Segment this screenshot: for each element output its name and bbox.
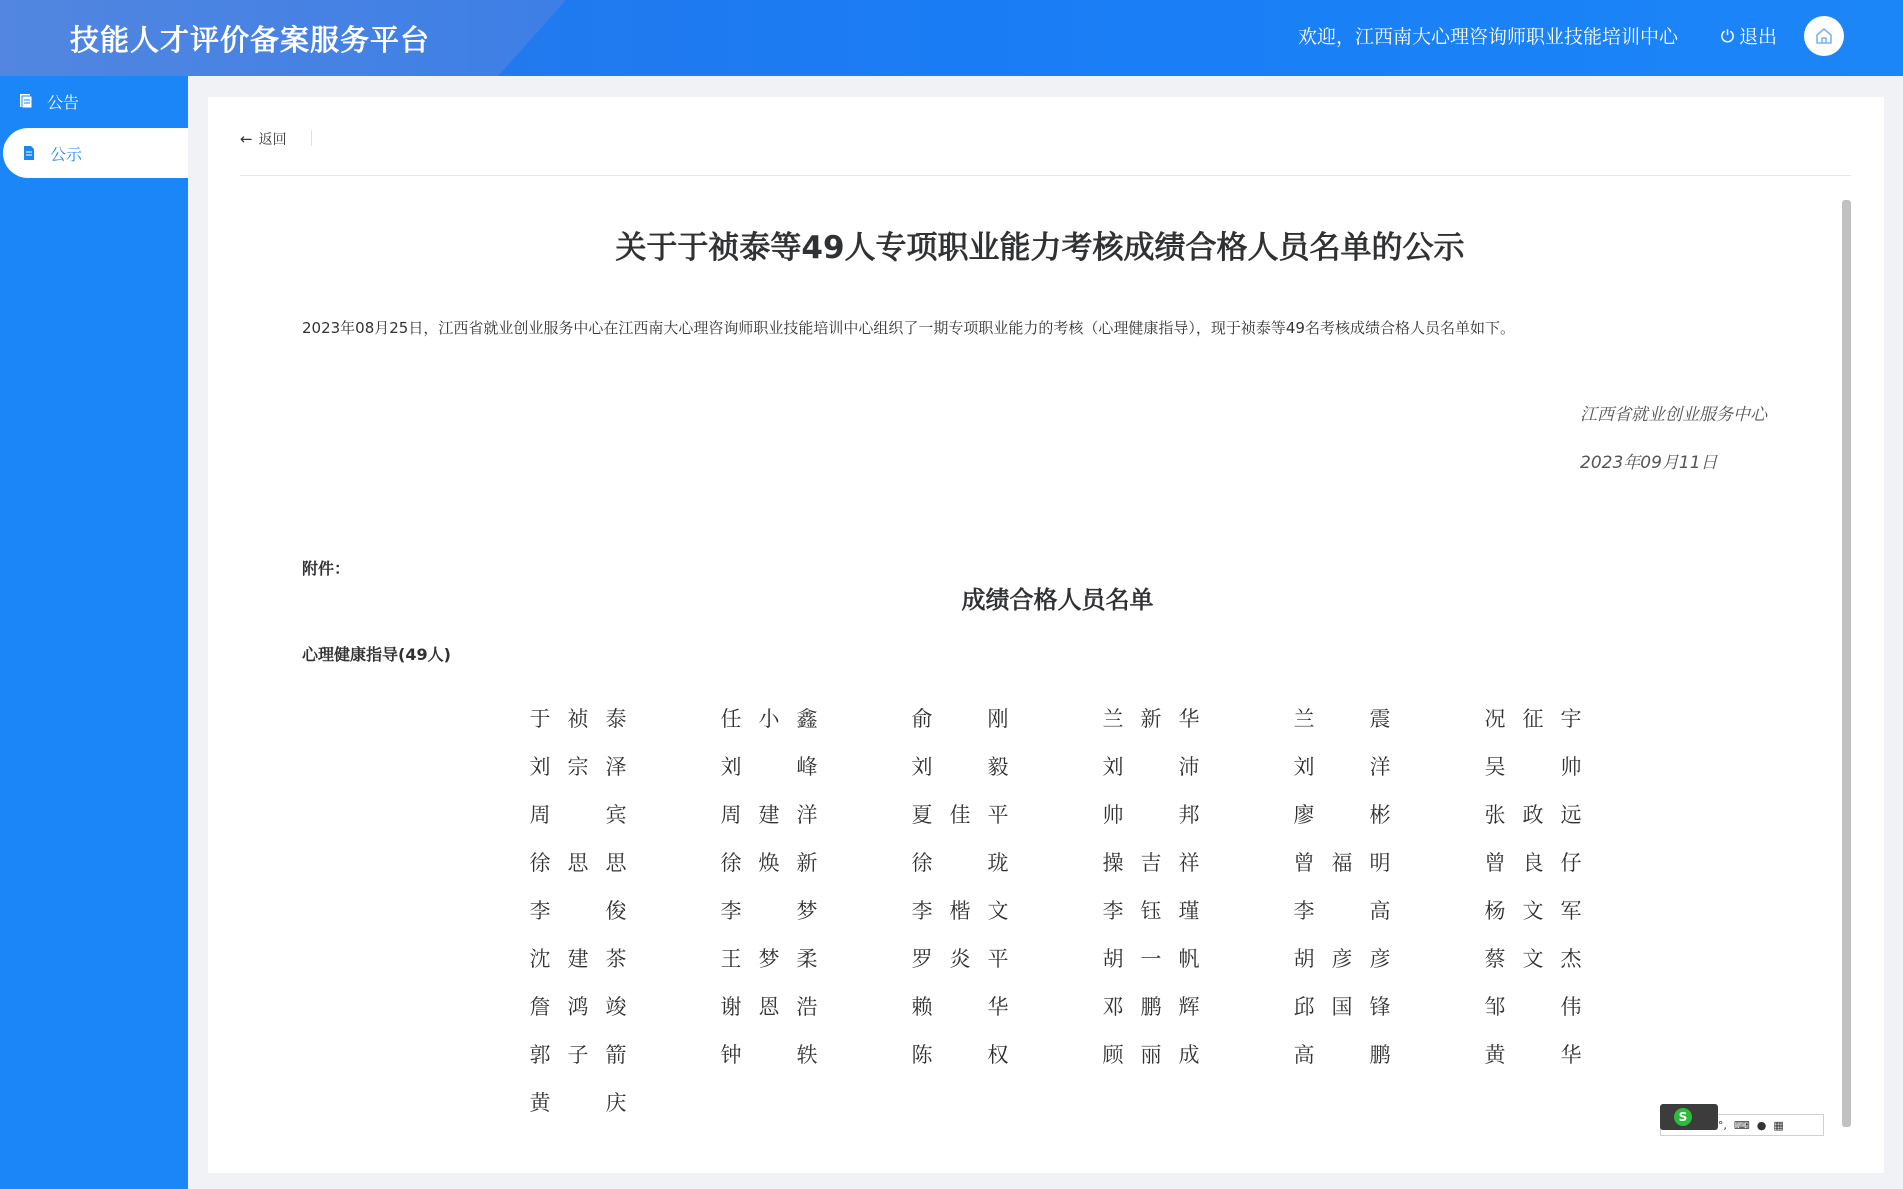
logout-button[interactable] — [1720, 22, 1777, 49]
sidebar-item-announcements[interactable] — [0, 76, 188, 126]
person-name: 俞 刚 — [911, 707, 1009, 731]
person-name: 张 政 远 — [1484, 803, 1582, 827]
ime-logo-s: S — [1674, 1108, 1692, 1126]
person-name: 况 征 宇 — [1484, 707, 1582, 731]
person-name: 徐 珑 — [911, 851, 1009, 875]
sidebar-item-label: 公示 — [50, 144, 83, 164]
person-name: 王 梦 柔 — [720, 947, 818, 971]
person-name: 邹 伟 — [1484, 995, 1582, 1019]
person-name: 徐 思 思 — [529, 851, 627, 875]
qualified-names-list — [528, 700, 1598, 1132]
person-name: 周 建 洋 — [720, 803, 818, 827]
grid-icon[interactable]: ▦ — [1773, 1118, 1784, 1132]
person-name: 于 祯 泰 — [529, 707, 627, 731]
person-name: 周 宾 — [529, 803, 627, 827]
person-name: 赖 华 — [911, 995, 1009, 1019]
sidebar — [0, 76, 188, 1189]
arrow-left-icon: ← — [240, 130, 253, 148]
person-name: 廖 彬 — [1293, 803, 1391, 827]
person-name: 蔡 文 杰 — [1484, 947, 1582, 971]
person-name: 詹 鸿 竣 — [529, 995, 627, 1019]
person-name: 夏 佳 平 — [911, 803, 1009, 827]
sidebar-item-publicity[interactable] — [3, 128, 188, 178]
issue-date: 2023年09月11日 — [1580, 453, 1718, 473]
person-name: 顾 丽 成 — [1102, 1043, 1200, 1067]
person-name: 李 高 — [1293, 899, 1391, 923]
welcome-text: 欢迎，江西南大心理咨询师职业技能培训中心 — [1298, 26, 1679, 48]
person-name: 帅 邦 — [1102, 803, 1200, 827]
document-stack-icon — [18, 93, 34, 109]
person-name: 刘 毅 — [911, 755, 1009, 779]
power-icon — [1720, 28, 1735, 43]
person-name: 黄 华 — [1484, 1043, 1582, 1067]
header-divider — [240, 175, 1851, 176]
ime-logo[interactable] — [1660, 1104, 1718, 1130]
person-name: 胡 彦 彦 — [1293, 947, 1391, 971]
person-name: 郭 子 箭 — [529, 1043, 627, 1067]
person-name: 兰 震 — [1293, 707, 1391, 731]
person-name: 兰 新 华 — [1102, 707, 1200, 731]
person-name: 陈 权 — [911, 1043, 1009, 1067]
person-name: 李 俊 — [529, 899, 627, 923]
notice-body: 2023年08月25日，江西省就业创业服务中心在江西南大心理咨询师职业技能培训中心组织了一期专项职业能力的考核（心理健康指导），现于祯泰等49名考核成绩合格人员名单如下。 — [302, 319, 1515, 337]
sidebar-item-label: 公告 — [47, 92, 80, 112]
person-name: 邓 鹏 辉 — [1102, 995, 1200, 1019]
person-name: 李 钰 瑾 — [1102, 899, 1200, 923]
person-name: 李 梦 — [720, 899, 818, 923]
platform-title: 技能人才评价备案服务平台 — [70, 23, 431, 57]
person-name: 曾 良 仔 — [1484, 851, 1582, 875]
attachment-label: 附件： — [302, 559, 351, 578]
person-name: 任 小 鑫 — [720, 707, 818, 731]
person-name: 杨 文 军 — [1484, 899, 1582, 923]
person-name: 吴 帅 — [1484, 755, 1582, 779]
person-name: 徐 焕 新 — [720, 851, 818, 875]
list-title: 成绩合格人员名单 — [961, 586, 1154, 614]
issuing-organization: 江西省就业创业服务中心 — [1580, 405, 1767, 425]
user-icon[interactable]: ● — [1756, 1118, 1767, 1132]
logout-label: 退出 — [1739, 26, 1778, 48]
person-name: 胡 一 帆 — [1102, 947, 1200, 971]
person-name: 沈 建 茶 — [529, 947, 627, 971]
notice-title: 关于于祯泰等49人专项职业能力考核成绩合格人员名单的公示 — [615, 230, 1465, 266]
back-button[interactable] — [240, 129, 287, 149]
person-name: 钟 轶 — [720, 1043, 818, 1067]
punctuation-icon[interactable]: °, — [1717, 1118, 1727, 1132]
person-name: 罗 炎 平 — [911, 947, 1009, 971]
person-name: 谢 恩 浩 — [720, 995, 818, 1019]
category-heading: 心理健康指导(49人) — [302, 645, 451, 664]
toolbar-separator — [311, 130, 312, 146]
person-name: 刘 宗 泽 — [529, 755, 627, 779]
scrollbar-thumb[interactable] — [1842, 200, 1851, 1127]
person-name: 刘 洋 — [1293, 755, 1391, 779]
keyboard-icon[interactable]: ⌨ — [1733, 1118, 1750, 1132]
person-name: 高 鹏 — [1293, 1043, 1391, 1067]
person-name: 曾 福 明 — [1293, 851, 1391, 875]
person-name: 邱 国 锋 — [1293, 995, 1391, 1019]
person-name: 操 吉 祥 — [1102, 851, 1200, 875]
person-name: 李 楷 文 — [911, 899, 1009, 923]
person-name: 刘 峰 — [720, 755, 818, 779]
ime-toolbar[interactable] — [1660, 1104, 1824, 1140]
top-header — [0, 0, 1903, 76]
person-name: 刘 沛 — [1102, 755, 1200, 779]
document-icon — [21, 145, 37, 161]
home-button[interactable] — [1804, 16, 1844, 56]
home-icon — [1814, 26, 1834, 46]
person-name: 黄 庆 — [529, 1091, 627, 1115]
back-label: 返回 — [258, 132, 287, 148]
